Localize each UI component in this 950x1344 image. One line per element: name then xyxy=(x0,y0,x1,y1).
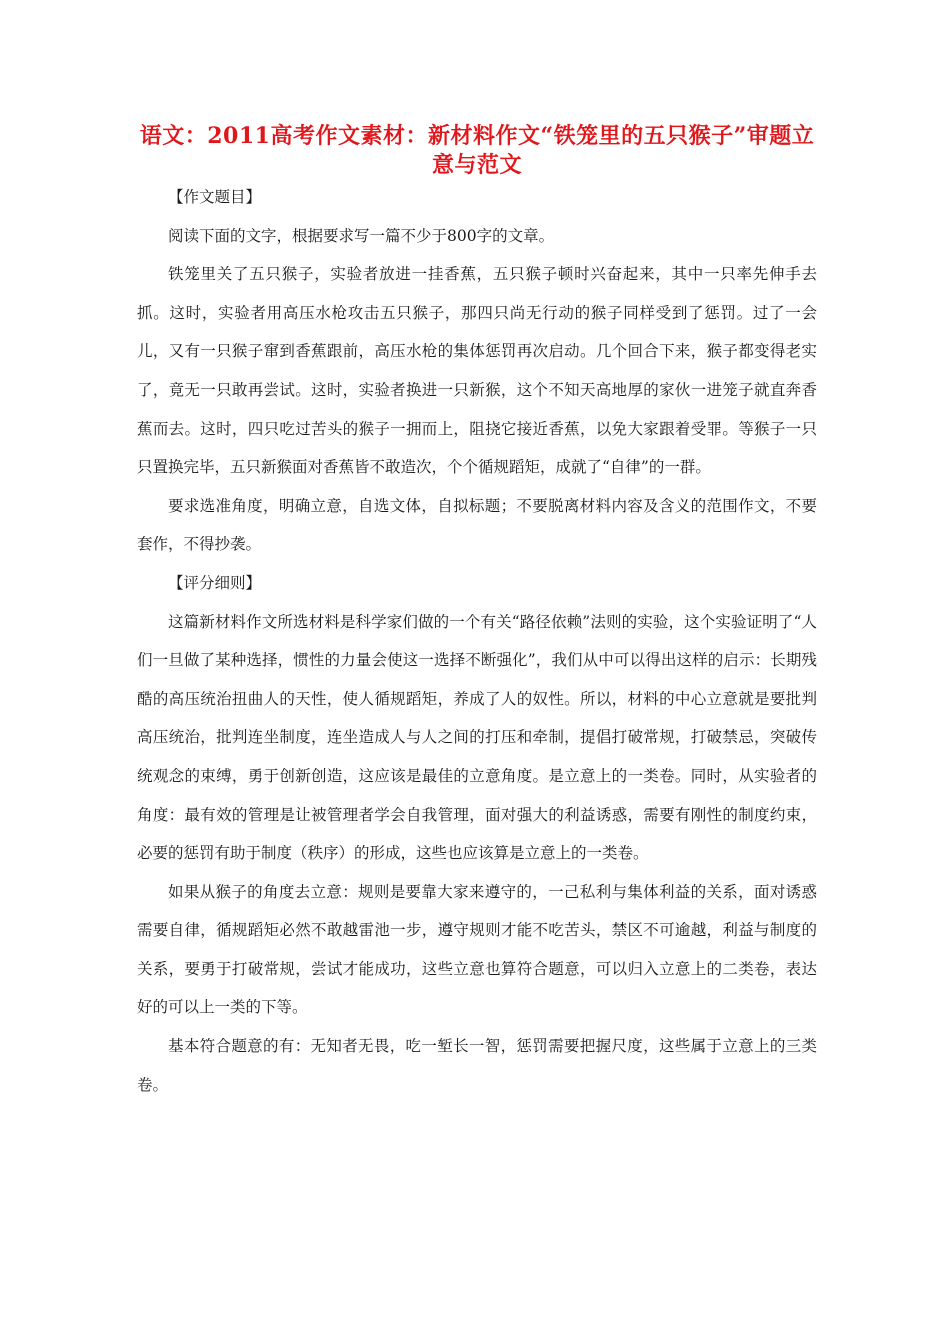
scoring-paragraph-3: 基本符合题意的有：无知者无畏，吃一堑长一智，惩罚需要把握尺度，这些属于立意上的三类卷。 xyxy=(137,1037,817,1094)
section-heading-scoring: 【评分细则】 xyxy=(168,573,262,592)
document-title: 语文：2011高考作文素材：新材料作文“铁笼里的五只猴子”审题立意与范文 xyxy=(139,123,815,178)
scoring-paragraph-2: 如果从猴子的角度去立意：规则是要靠大家来遵守的，一己私利与集体利益的关系，面对诱惑需要自律，循规蹈矩必然不敢越雷池一步，遵守规则才能不吃苦头，禁区不可逾越，利益与制度的关系，要勇于打破常规，尝试才能成功，这些立意也算符合题意，可以归入立意上的二类卷，表达好的可以上一类的下等。 xyxy=(137,882,817,1017)
section-heading-topic: 【作文题目】 xyxy=(168,188,262,206)
requirements-paragraph: 要求选准角度，明确立意，自选文体，自拟标题；不要脱离材料内容及含义的范围作文，不要套作，不得抄袭。 xyxy=(137,496,817,554)
document-page xyxy=(137,122,817,1104)
scoring-paragraph-1: 这篇新材料作文所选材料是科学家们做的一个有关“路径依赖”法则的实验，这个实验证明了“人们一旦做了某种选择，惯性的力量会使这一选择不断强化”，我们从中可以得出这样的启示：长期残酷的高压统治扭曲人的天性，使人循规蹈矩，养成了人的奴性。所以，材料的中心立意就是要批判高压统治，批判连坐制度，连坐造成人与人之间的打压和牵制，提倡打破常规，打破禁忌，突破传统观念的束缚，勇于创新创造，这应该是最佳的立意角度。是立意上的一类卷。同时，从实验者的角度：最有效的管理是让被管理者学会自我管理，面对强大的利益诱惑，需要有刚性的制度约束，必要的惩罚有助于制度（秩序）的形成，这些也应该算是立意上的一类卷。 xyxy=(137,612,817,863)
instruction-paragraph: 阅读下面的文字，根据要求写一篇不少于800字的文章。 xyxy=(168,226,555,245)
material-paragraph: 铁笼里关了五只猴子，实验者放进一挂香蕉，五只猴子顿时兴奋起来，其中一只率先伸手去抓。这时，实验者用高压水枪攻击五只猴子，那四只尚无行动的猴子同样受到了惩罚。过了一会儿，又有一只猴子窜到香蕉跟前，高压水枪的集体惩罚再次启动。几个回合下来，猴子都变得老实了，竟无一只敢再尝试。这时，实验者换进一只新猴，这个不知天高地厚的家伙一进笼子就直奔香蕉而去。这时，四只吃过苦头的猴子一拥而上，阻挠它接近香蕉，以免大家跟着受罪。等猴子一只只置换完毕，五只新猴面对香蕉皆不敢造次，个个循规蹈矩，成就了“自律”的一群。 xyxy=(137,265,817,477)
